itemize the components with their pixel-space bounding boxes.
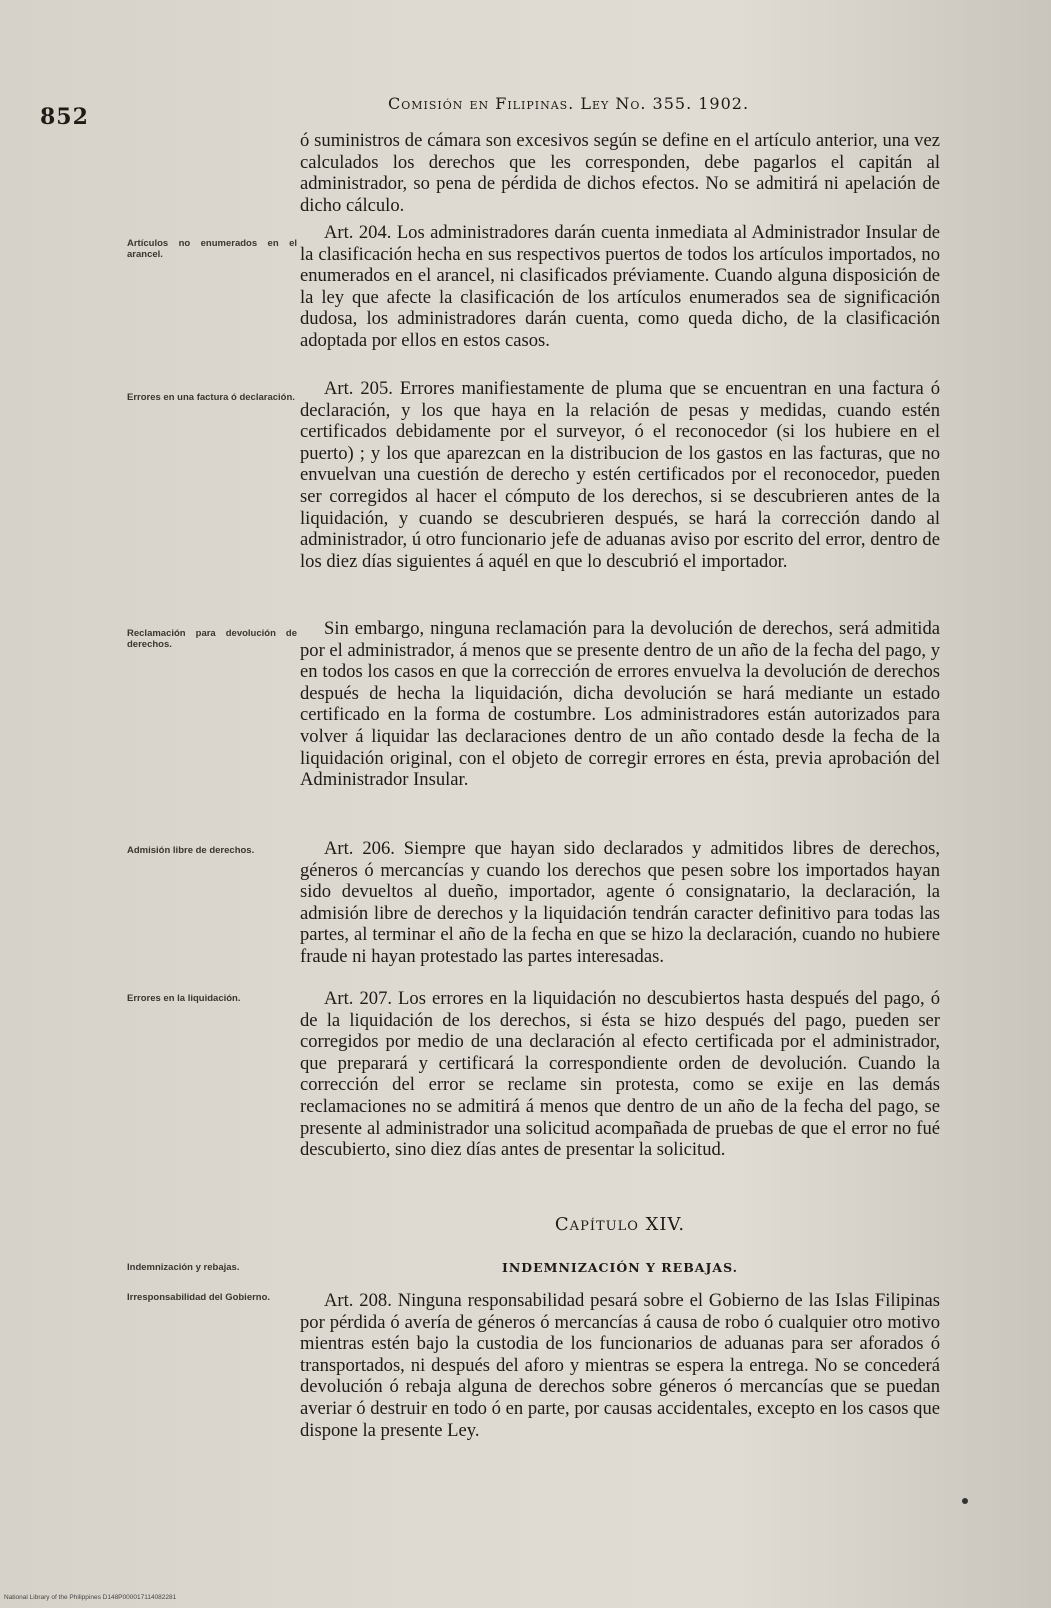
continuation-paragraph: ó suministros de cámara son excesivos según se define en el artículo anterior, una vez calculados los derechos que les corresponden, debe pagarlos el capitán al administrador, so pena de pérdida de dichos efectos. No se admitirá ni apelación de dicho cálculo. bbox=[300, 130, 940, 216]
paragraph-sin-embargo: Sin embargo, ninguna reclamación para la devolución de derechos, será admitida por el administrador, á menos que se presente dentro de un año de la fecha del pago, y en todos los casos en que la corrección de errores envuelva la devolución de derechos después de hecha la liquidación, dicha devolución se hará mediante un estado certificado en la forma de costumbre. Los administradores están autorizados para volver á liquidar las declaraciones dentro de un año contado desde la fecha de la liquidación original, con el objeto de corregir errores en ésta, previa aprobación del Administrador Insular. bbox=[300, 618, 940, 791]
margin-note-articulos: Artículos no enumerados en el arancel. bbox=[127, 238, 297, 260]
section-heading: INDEMNIZACIÓN Y REBAJAS. bbox=[501, 1260, 739, 1275]
margin-note-admision: Admisión libre de derechos. bbox=[127, 845, 255, 856]
article-204: Art. 204. Los administradores darán cuenta inmediata al Administrador Insular de la clasificación hecha en sus respectivos puertos de todos los artículos importados, no enumerados en el arancel, ni clasificados préviamente. Cuando alguna disposición de la ley que afecte la clasificación de los artículos enumerados sea de significación dudosa, los administradores darán cuenta, como queda dicho, de la clasificación adoptada por ellos en estos casos. bbox=[300, 222, 940, 351]
margin-note-errores-factura: Errores en una factura ó declaración. bbox=[127, 392, 295, 403]
article-208: Art. 208. Ninguna responsabilidad pesará sobre el Gobierno de las Islas Filipinas por pérdida ó avería de géneros ó mercancías á causa de robo ó cualquier otro motivo mientras estén bajo la custodia de los funcionarios de aduanas para ser aforados ó transportados, ni después del aforo y mientras se espera la entrega. No se concederá devolución ó rebaja alguna de derechos sobre géneros ó mercancías que se puedan averiar ó destruir en todo ó en parte, por causas accidentales, excepto en los casos que dispone la presente Ley. bbox=[300, 1290, 940, 1441]
article-205: Art. 205. Errores manifiestamente de pluma que se encuentran en una factura ó declaración, y los que haya en la relación de pesas y medidas, cuando estén certificados debidamente por el surveyor, ó el reconocedor (si los hubiere en el puerto) ; y los que aparezcan en la distribucion de los gastos en las facturas, que no envuelvan una cuestión de derecho y estén certificados por el reconocedor, pueden ser corregidos al hacer el cómputo de los derechos, si se descubrieren antes de la liquidación, y cuando se descubrieren después, se hará la corrección dando al administrador, ú otro funcionario jefe de aduanas aviso por escrito del error, dentro de los diez días siguientes á aquél en que lo descubrió el importador. bbox=[300, 378, 940, 572]
margin-note-reclamacion: Reclamación para devolución de derechos. bbox=[127, 628, 297, 650]
article-206: Art. 206. Siempre que hayan sido declarados y admitidos libres de derechos, géneros ó mercancías y cuando los derechos que pesen sobre los importados hayan sido devueltos al dueño, importador, agente ó consignatario, la declaración, la admisión libre de derechos y la liquidación tendrán caracter definitivo para todas las partes, al terminar el año de la fecha en que se hizo la declaración, cuando no hubiere fraude ni hayan protestado las partes interesadas. bbox=[300, 838, 940, 967]
margin-note-indemnizacion: Indemnización y rebajas. bbox=[127, 1262, 240, 1273]
chapter-title: Capítulo XIV. bbox=[554, 1214, 686, 1235]
ink-speck bbox=[962, 1498, 968, 1504]
page-number: 852 bbox=[40, 104, 89, 130]
footer-credit: National Library of the Philippines D148P000017114082281 bbox=[4, 1594, 177, 1601]
margin-note-irresponsabilidad: Irresponsabilidad del Gobierno. bbox=[127, 1292, 271, 1303]
running-head: Comisión en Filipinas. Ley No. 355. 1902. bbox=[388, 94, 750, 113]
margin-note-errores-liquidacion: Errores en la liquidación. bbox=[127, 993, 241, 1004]
article-207: Art. 207. Los errores en la liquidación no descubiertos hasta después del pago, ó de la liquidación de los derechos, si ésta se hizo después del pago, pueden ser corregidos por medio de una declaración al efecto certificada por el administrador, que preparará y certificará la correspondiente orden de devolución. Cuando la corrección del error se reclame sin protesta, como se exije en las demás reclamaciones no se admitirá á menos que dentro de un año de la fecha del pago, se presente al administrador una solicitud acompañada de pruebas de que el error no fué descubierto, sino diez días antes de presentar la solicitud. bbox=[300, 988, 940, 1161]
